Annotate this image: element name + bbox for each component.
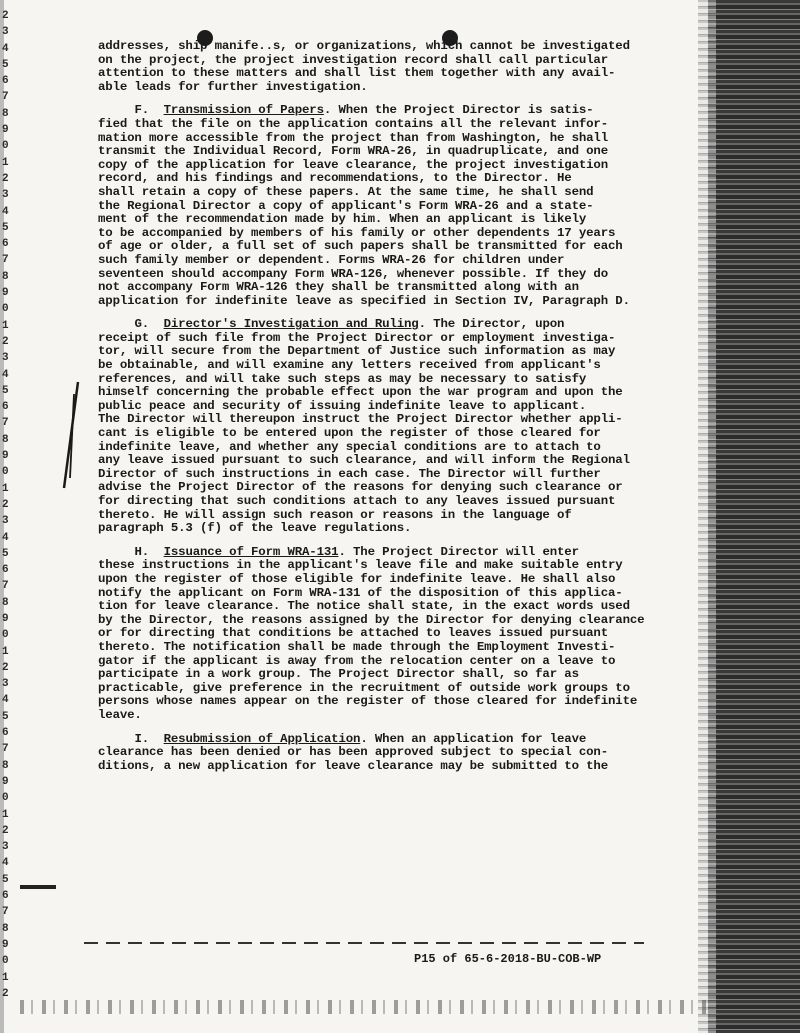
text-line: to be accompanied by members of his family or other dependents 17 years [98,225,616,240]
text-line: thereto. The notification shall be made through the Employment Investi- [98,639,616,654]
line-number: 8 [2,596,9,609]
text-line: or for directing that conditions be attached to leaves issued pursuant [98,626,608,641]
text-line: the Regional Director a copy of applicant's Form WRA-26 and a state- [98,198,594,213]
text-line: be obtainable, and will examine any letters received from applicant's [98,358,601,373]
text-line: clearance has been denied or has been approved subject to special con- [98,745,608,760]
section-heading: Transmission of Papers [163,103,324,118]
text-line [98,104,678,118]
text-line: receipt of such file from the Project Director or employment investiga- [98,330,616,345]
text-line: for directing that such conditions attach to any leaves issued pursuant [98,494,616,508]
section-letter: H. [134,544,150,559]
text-line: leave. [98,707,142,722]
text-line: references, and will take such steps as may be necessary to satisfy [98,371,587,386]
text-line: public peace and security of issuing indefinite leave to applicant. [98,398,587,413]
line-number: 5 [2,58,9,71]
line-number: 4 [2,531,9,544]
line-number: 3 [2,678,9,691]
line-number: 6 [2,564,9,577]
page-footer [84,940,664,980]
line-number: 4 [2,694,9,707]
text-line: tion for leave clearance. The notice shall state, in the exact words used [98,599,630,614]
line-number: 0 [2,792,9,805]
margin-line-numbers [2,8,24,1002]
text-line: thereto. He will assign such reason or reasons in the language of [98,507,572,522]
text-line: paragraph 5.3 (f) of the leave regulations. [98,521,412,536]
line-number: 6 [2,238,9,251]
line-number: 5 [2,710,9,723]
text-line: cant is eligible to be entered upon the register of those cleared for [98,426,601,441]
text-line: seventeen should accompany Form WRA-126, whenever possible. If they do [98,266,608,281]
line-number: 8 [2,107,9,120]
line-number: 9 [2,124,9,137]
section-letter: I. [134,731,150,746]
line-number: 4 [2,42,9,55]
text-line: advise the Project Director of the reasons for denying such clearance or [98,480,623,495]
line-number: 2 [2,10,9,22]
line-number: 9 [2,287,9,300]
section-heading: Issuance of Form WRA-131 [163,544,339,559]
text-line: of age or older, a full set of such papers shall be transmitted for each [98,239,623,254]
line-number: 5 [2,873,9,886]
text-line [98,318,678,332]
line-number: 1 [2,156,9,169]
line-number: 2 [2,498,9,511]
line-number: 2 [2,335,9,348]
line-number: 9 [2,612,9,625]
text-line: such family member or dependent. Forms WRA-26 for children under [98,252,565,267]
text-line: The Director will thereupon instruct the Project Director whether appli- [98,412,623,427]
line-number: 7 [2,743,9,756]
scan-bottom-noise [20,1000,710,1014]
line-number: 2 [2,172,9,185]
section-text: . The Project Director will enter [338,544,579,559]
line-number: 6 [2,401,9,414]
line-number: 9 [2,938,9,951]
text-line: fied that the file on the application contains all the relevant infor- [98,116,608,131]
line-number: 1 [2,808,9,821]
text-line: copy of the application for leave clearance, the project investigation [98,157,608,172]
text-line: participate in a work group. The Project Director shall, so far as [98,667,579,682]
text-line: gator if the applicant is away from the relocation center on a leave to [98,653,616,668]
footer-page-label: P15 of 65-6-2018-BU-COB-WP [414,952,602,966]
line-number: 0 [2,629,9,642]
line-number: 4 [2,368,9,381]
paragraph-F [98,104,678,308]
paragraph-intro [98,40,678,94]
footer-dashed-rule [84,942,644,944]
line-number: 6 [2,75,9,88]
text-line: tor, will secure from the Department of Justice such information as may [98,344,616,359]
section-text: . When the Project Director is satis- [323,103,594,118]
text-line: indefinite leave, and whether any special conditions are to attach to [98,439,601,454]
line-number: 3 [2,189,9,202]
line-number: 7 [2,580,9,593]
line-number: 4 [2,205,9,218]
document-body [98,40,678,783]
text-line: himself concerning the probable effect upon the war program and upon the [98,385,623,400]
section-text: . When an application for leave [360,731,587,746]
text-line: Director of such instructions in each case. The Director will further [98,466,601,481]
paragraph-G [98,318,678,536]
text-line: any leave issued pursuant to such clearance, and will inform the Regional [98,453,630,468]
text-line: application for indefinite leave as specified in Section IV, Paragraph D. [98,293,630,308]
text-line: shall retain a copy of these papers. At the same time, he shall send [98,184,594,199]
text-line: on the project, the project investigation record shall call particular [98,52,608,67]
line-number: 7 [2,906,9,919]
line-number: 6 [2,890,9,903]
line-number: 8 [2,922,9,935]
text-line: mation more accessible from the project than from Washington, he shall [98,130,608,145]
line-number: 4 [2,857,9,870]
text-line: notify the applicant on Form WRA-131 of the disposition of this applica- [98,585,623,600]
line-number: 6 [2,727,9,740]
line-number: 7 [2,417,9,430]
scan-right-edge [708,0,800,1033]
text-line: these instructions in the applicant's leave file and make suitable entry [98,558,623,573]
line-number: 8 [2,759,9,772]
line-number: 5 [2,221,9,234]
paragraph-H [98,546,678,723]
margin-bracket-mark [60,380,82,490]
line-number: 0 [2,140,9,153]
line-number: 3 [2,841,9,854]
paragraph-I [98,733,678,774]
line-number: 5 [2,384,9,397]
text-line: not accompany Form WRA-126 they shall be transmitted along with an [98,280,579,295]
line-number: 1 [2,482,9,495]
section-heading: Director's Investigation and Ruling [163,317,419,332]
line-number: 8 [2,270,9,283]
line-number: 7 [2,254,9,267]
line-number: 0 [2,466,9,479]
text-line [98,546,678,560]
line-number: 2 [2,661,9,674]
line-number: 8 [2,433,9,446]
line-number: 9 [2,775,9,788]
text-line: ditions, a new application for leave clearance may be submitted to the [98,758,608,773]
section-heading: Resubmission of Application [163,731,361,746]
text-line: able leads for further investigation. [98,79,368,94]
text-line: ment of the recommendation made by him. When an applicant is likely [98,212,587,227]
line-number: 0 [2,955,9,968]
text-line: practicable, give preference in the recruitment of outside work groups to [98,680,630,695]
line-number: 7 [2,91,9,104]
section-letter: G. [134,317,150,332]
text-line: by the Director, the reasons assigned by the Director for denying clearance [98,612,645,627]
line-number: 2 [2,824,9,837]
text-line: addresses, ship manife..s, or organizations, which cannot be investigated [98,39,630,53]
line-number: 3 [2,26,9,39]
text-line: record, and his findings and recommendations, to the Director. He [98,171,572,186]
line-number: 9 [2,450,9,463]
line-number: 5 [2,547,9,560]
text-line: upon the register of those eligible for indefinite leave. He shall also [98,571,616,586]
line-number: 0 [2,303,9,316]
line-number: 2 [2,987,9,1000]
line-number: 3 [2,515,9,528]
line-number: 3 [2,352,9,365]
margin-arrow-mark [20,882,60,892]
section-letter: F. [134,103,150,118]
line-number: 1 [2,319,9,332]
section-text: . The Director, upon [418,317,565,332]
text-line: transmit the Individual Record, Form WRA-26, in quadruplicate, and one [98,144,608,159]
line-number: 1 [2,645,9,658]
line-number: 1 [2,971,9,984]
text-line [98,733,678,747]
text-line: attention to these matters and shall list them together with any avail- [98,66,616,81]
text-line: persons whose names appear on the register of those cleared for indefinite [98,694,638,709]
